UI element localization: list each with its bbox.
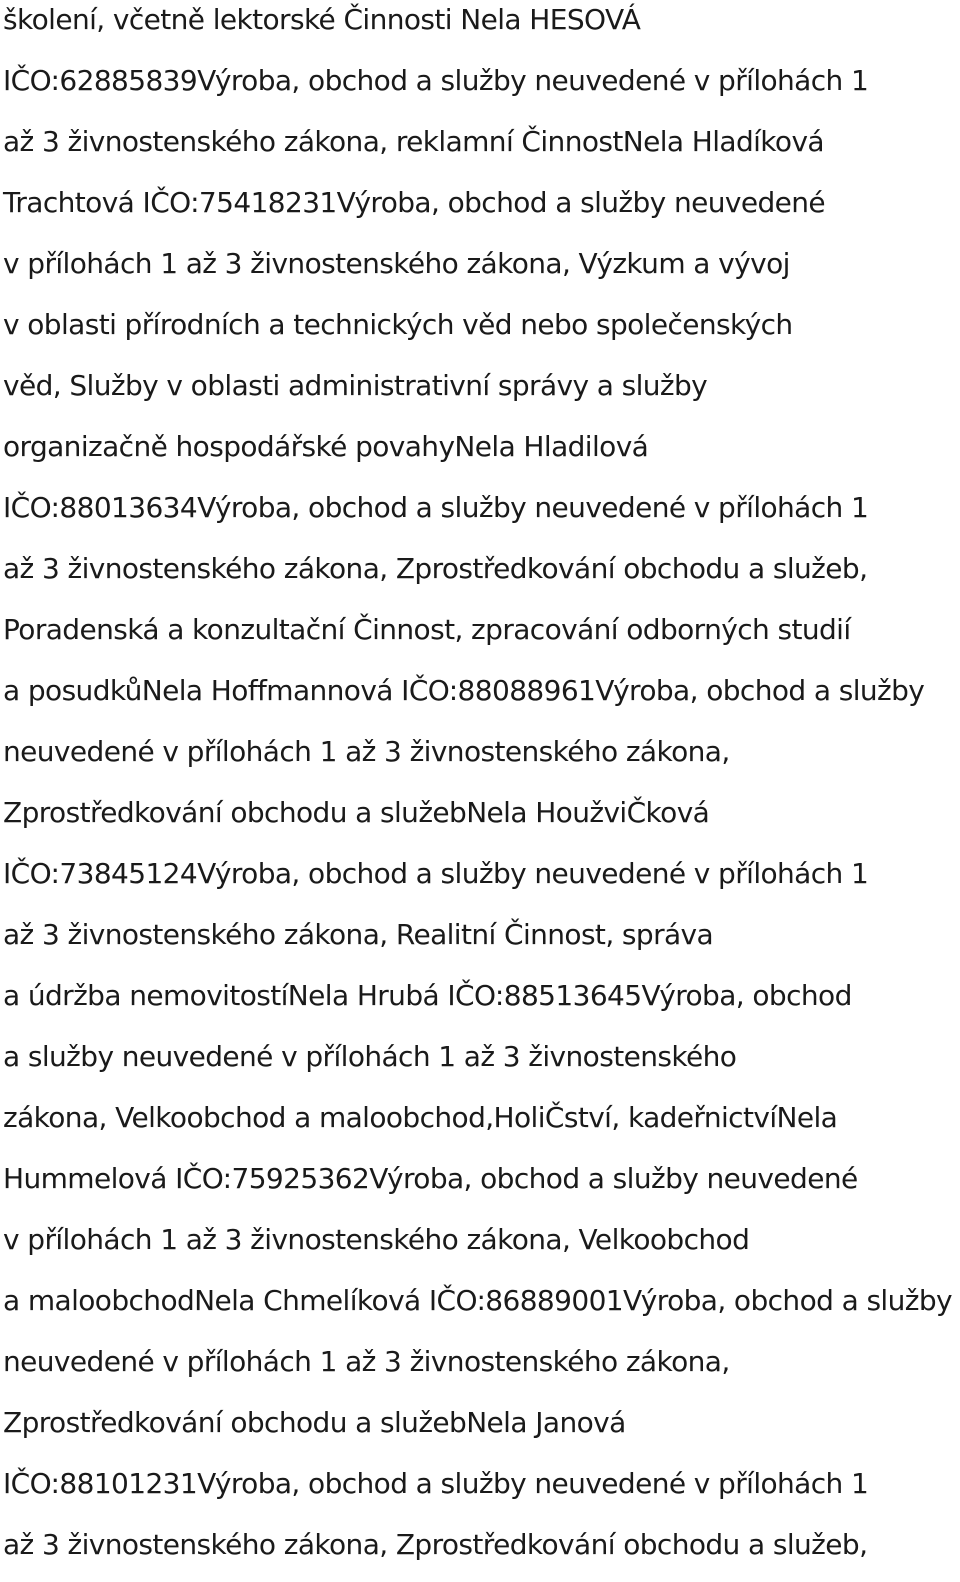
text-line: věd, Služby v oblasti administrativní správy a služby [3,369,708,402]
text-line: v oblasti přírodních a technických věd nebo společenských [3,308,793,341]
text-line: IČO:88101231Výroba, obchod a služby neuvedené v přílohách 1 [3,1467,869,1500]
text-line: neuvedené v přílohách 1 až 3 živnostenského zákona, [3,735,730,768]
text-line: IČO:73845124Výroba, obchod a služby neuvedené v přílohách 1 [3,857,869,890]
text-line: až 3 živnostenského zákona, Realitní Činnost, správa [3,918,714,951]
text-line: až 3 živnostenského zákona, Zprostředkování obchodu a služeb, [3,552,868,585]
text-line: organizačně hospodářské povahyNela Hladilová [3,430,649,463]
text-line: neuvedené v přílohách 1 až 3 živnostenského zákona, [3,1345,730,1378]
text-line: a služby neuvedené v přílohách 1 až 3 živnostenského [3,1040,737,1073]
text-line: IČO:62885839Výroba, obchod a služby neuvedené v přílohách 1 [3,64,869,97]
text-line: až 3 živnostenského zákona, Zprostředkování obchodu a služeb, [3,1528,868,1561]
text-line: až 3 živnostenského zákona, reklamní ČinnostNela Hladíková [3,125,824,158]
text-line: IČO:88013634Výroba, obchod a služby neuvedené v přílohách 1 [3,491,869,524]
text-line: a posudkůNela Hoffmannová IČO:88088961Výroba, obchod a služby [3,674,925,707]
text-line: Trachtová IČO:75418231Výroba, obchod a služby neuvedené [3,186,826,219]
text-line: Poradenská a konzultační Činnost, zpracování odborných studií [3,613,851,646]
text-line: a údržba nemovitostíNela Hrubá IČO:88513645Výroba, obchod [3,979,852,1012]
text-line: zákona, Velkoobchod a maloobchod,HoliČství, kadeřnictvíNela [3,1101,838,1134]
text-line: Hummelová IČO:75925362Výroba, obchod a služby neuvedené [3,1162,858,1195]
text-line: Zprostředkování obchodu a služebNela Janová [3,1406,626,1439]
text-line: v přílohách 1 až 3 živnostenského zákona, Výzkum a vývoj [3,247,790,280]
text-line: v přílohách 1 až 3 živnostenského zákona, Velkoobchod [3,1223,750,1256]
text-line: Zprostředkování obchodu a služebNela HoužviČková [3,796,710,829]
text-line: a maloobchodNela Chmelíková IČO:86889001Výroba, obchod a služby [3,1284,952,1317]
text-line: školení, včetně lektorské Činnosti Nela HESOVÁ [3,3,641,36]
